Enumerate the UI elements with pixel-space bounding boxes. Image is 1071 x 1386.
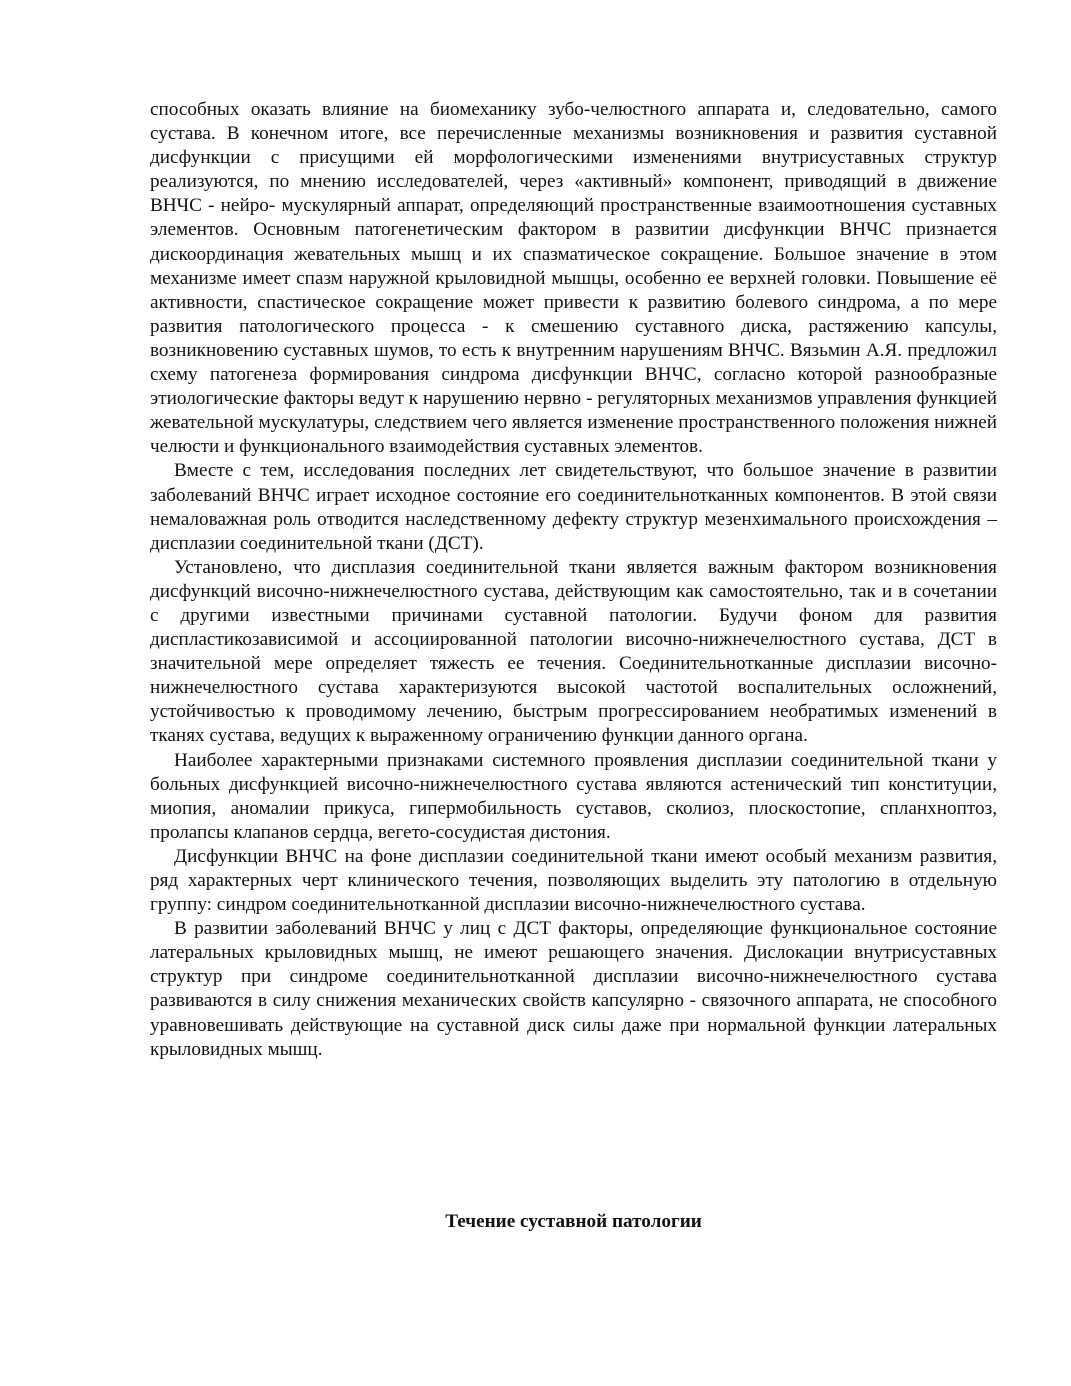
- paragraph-1: способных оказать влияние на биомеханику зубо-челюстного аппарата и, следовательно, самого сустава. В конечном итоге, все перечисленные механизмы возникновения и развития суставной дисфункции с присущими ей морфологическими изменениями внутрисуставных структур реализуются, по мнению исследователей, через «активный» компонент, приводящий в движение ВНЧС - нейро- мускулярный аппарат, определяющий пространственные взаимоотношения суставных элементов. Основным патогенетическим фактором в развитии дисфункции ВНЧС признается дискоординация жевательных мышц и их спазматическое сокращение. Большое значение в этом механизме имеет спазм наружной крыловидной мышцы, особенно ее верхней головки. Повышение её активности, спастическое сокращение может привести к развитию болевого синдрома, а по мере развития патологического процесса - к смешению суставного диска, растяжению капсулы, возникновению суставных шумов, то есть к внутренним нарушениям ВНЧС. Вязьмин А.Я. предложил схему патогенеза формирования синдрома дисфункции ВНЧС, согласно которой разнообразные этиологические факторы ведут к нарушению нервно - регуляторных механизмов управления функцией жевательной мускулатуры, следствием чего является изменение пространственного положения нижней челюсти и функционального взаимодействия суставных элементов.: [150, 99, 997, 458]
- document-body: [150, 98, 997, 1062]
- paragraph-6: В развитии заболеваний ВНЧС у лиц с ДСТ факторы, определяющие функциональное состояние латеральных крыловидных мышц, не имеют решающего значения. Дислокации внутрисуставных структур при синдроме соединительнотканной дисплазии височно-нижнечелюстного сустава развиваются в силу снижения механических свойств капсулярно - связочного аппарата, не способного уравновешивать действующие на суставной диск силы даже при нормальной функции латеральных крыловидных мышц.: [150, 918, 997, 1060]
- paragraph-3: Установлено, что дисплазия соединительной ткани является важным фактором возникновения дисфункций височно-нижнечелюстного сустава, действующим как самостоятельно, так и в сочетании с другими известными причинами суставной патологии. Будучи фоном для развития диспластикозависимой и ассоциированной патологии височно-нижнечелюстного сустава, ДСТ в значительной мере определяет тяжесть ее течения. Соединительнотканные дисплазии височно-нижнечелюстного сустава характеризуются высокой частотой воспалительных осложнений, устойчивостью к проводимому лечению, быстрым прогрессированием необратимых изменений в тканях сустава, ведущих к выраженному ограничению функции данного органа.: [150, 556, 997, 747]
- section-heading: Течение суставной патологии: [445, 1211, 702, 1232]
- paragraph-5: Дисфункции ВНЧС на фоне дисплазии соединительной ткани имеют особый механизм развития, ряд характерных черт клинического течения, позволяющих выделить эту патологию в отдельную группу: синдром соединительнотканной дисплазии височно-нижнечелюстного сустава.: [150, 845, 997, 916]
- paragraph-4: Наиболее характерными признаками системного проявления дисплазии соединительной ткани у больных дисфункцией височно-нижнечелюстного сустава являются астенический тип конституции, миопия, аномалии прикуса, гипермобильность суставов, сколиоз, плоскостопие, спланхноптоз, пролапсы клапанов сердца, вегето-сосудистая дистония.: [150, 749, 997, 843]
- paragraph-2: Вместе с тем, исследования последних лет свидетельствуют, что большое значение в развитии заболеваний ВНЧС играет исходное состояние его соединительнотканных компонентов. В этой связи немаловажная роль отводится наследственному дефекту структур мезенхимального происхождения – дисплазии соединительной ткани (ДСТ).: [150, 460, 997, 554]
